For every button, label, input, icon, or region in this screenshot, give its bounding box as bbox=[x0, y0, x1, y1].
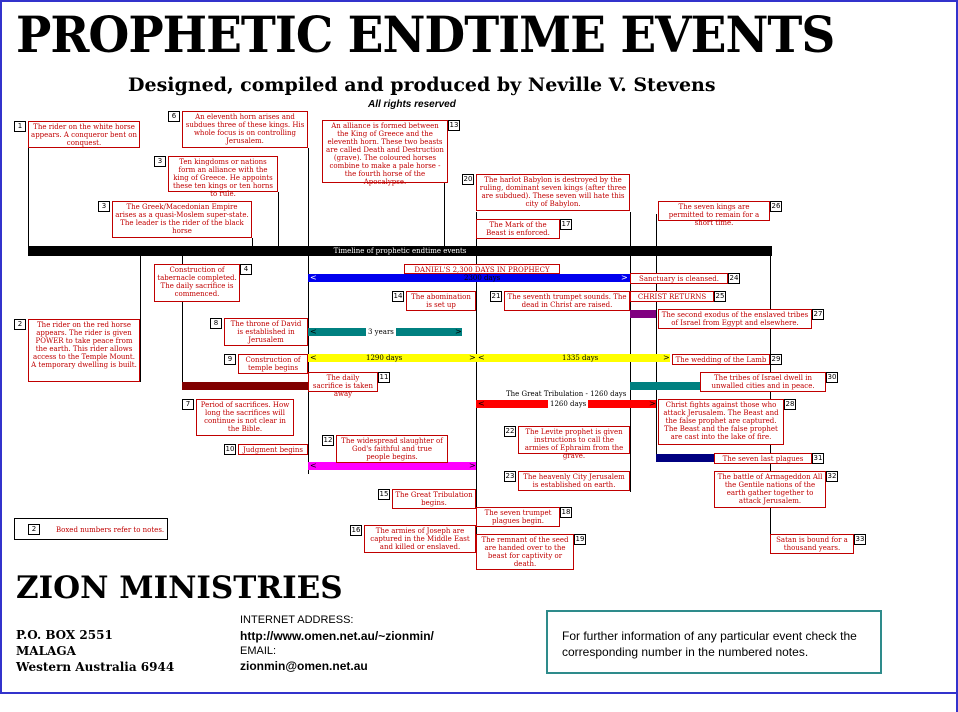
note-18: The seven trumpet plagues begin. bbox=[476, 507, 560, 527]
page-title: PROPHETIC ENDTIME EVENTS bbox=[16, 6, 835, 65]
note-number: 24 bbox=[729, 274, 739, 282]
note-number: 32 bbox=[827, 472, 837, 480]
note-number: 28 bbox=[785, 400, 795, 408]
connector-line bbox=[630, 212, 631, 246]
note-number: 25 bbox=[715, 292, 725, 300]
tribulation-title: The Great Tribulation - 1260 days bbox=[506, 390, 627, 398]
note-22: The Levite prophet is given instructions to call the armies of Ephraim from the grave. bbox=[518, 426, 630, 454]
note-25: CHRIST RETURNS bbox=[630, 291, 714, 302]
arrow-left-icon: < bbox=[310, 327, 317, 336]
note-21: The seventh trumpet sounds. The dead in Christ are raised. bbox=[504, 291, 630, 311]
note-number: 22 bbox=[505, 427, 515, 435]
arrow-right-icon: > bbox=[649, 399, 656, 408]
period-label-1290: 1290 days bbox=[366, 354, 403, 362]
note-12: The widespread slaughter of God's faithful and true people begins. bbox=[336, 435, 448, 463]
note-32: The battle of Armageddon All the Gentile nations of the earth gather together to attack Jerusalem. bbox=[714, 471, 826, 508]
page-border-left bbox=[0, 2, 2, 694]
email-label: EMAIL: bbox=[240, 645, 277, 657]
note-24: Sanctuary is cleansed. bbox=[630, 273, 728, 284]
connector-line bbox=[656, 214, 657, 246]
arrow-left-icon: < bbox=[478, 353, 485, 362]
note-14: The abomination is set up bbox=[406, 291, 476, 311]
arrow-left-icon: < bbox=[310, 353, 317, 362]
internet-label: INTERNET ADDRESS: bbox=[240, 614, 354, 626]
period-bar-exodus bbox=[630, 310, 656, 318]
arrow-right-icon: > bbox=[469, 461, 476, 470]
period-bar-sacrifices bbox=[182, 382, 308, 390]
note-number: 8 bbox=[210, 318, 222, 329]
note-number: 14 bbox=[393, 292, 403, 300]
note-10: Judgment begins bbox=[238, 444, 308, 455]
note-15: The Great Tribulation begins. bbox=[392, 489, 476, 509]
note-number: 30 bbox=[827, 373, 837, 381]
note-number: 7 bbox=[182, 399, 194, 410]
note-30: The tribes of Israel dwell in unwalled cities and in peace. bbox=[700, 372, 826, 392]
note-number: 2 bbox=[14, 319, 26, 330]
page-border-bottom bbox=[0, 692, 956, 694]
note-8: The throne of David is established in Jerusalem bbox=[224, 318, 308, 346]
note-5: Ten kingdoms or nations form an alliance with the king of Greece. He appoints these ten kings or ten horns to rule. bbox=[168, 156, 278, 192]
note-23: The heavenly City Jerusalem is established on earth. bbox=[518, 471, 630, 491]
connector-line bbox=[308, 148, 309, 246]
arrow-right-icon: > bbox=[469, 353, 476, 362]
note-2: The rider on the red horse appears. The rider is given POWER to take peace from the earth. This rider allows access to the Temple Mount. A temporary dwelling is built. bbox=[28, 319, 140, 382]
arrow-left-icon: < bbox=[478, 399, 485, 408]
legend-number: 2 bbox=[28, 524, 40, 535]
address-line-3: Western Australia 6944 bbox=[16, 660, 175, 674]
rights-notice: All rights reserved bbox=[368, 99, 456, 110]
note-number: 3 bbox=[154, 156, 166, 167]
note-number: 1 bbox=[14, 121, 26, 132]
note-number: 13 bbox=[449, 121, 459, 129]
email-address[interactable]: zionmin@omen.net.au bbox=[240, 659, 368, 673]
period-bar-slaughter bbox=[308, 462, 476, 470]
timeline-label: Timeline of prophetic endtime events bbox=[333, 247, 467, 255]
period-label-1260: 1260 days bbox=[550, 400, 587, 408]
info-box: For further information of any particular event check the corresponding number in the numbered notes. bbox=[546, 610, 882, 674]
connector-line bbox=[252, 238, 253, 246]
arrow-left-icon: < bbox=[310, 461, 317, 470]
daniel-period-title: DANIEL'S 2,300 DAYS IN PROPHECY bbox=[404, 264, 560, 274]
note-7: Period of sacrifices. How long the sacrifices will continue is not clear in the Bible. bbox=[196, 399, 294, 436]
note-17: The Mark of the Beast is enforced. bbox=[476, 219, 560, 239]
note-1: The rider on the white horse appears. A conqueror bent on conquest. bbox=[28, 121, 140, 148]
legend-text: Boxed numbers refer to notes. bbox=[56, 526, 165, 534]
note-number: 33 bbox=[855, 535, 865, 543]
note-number: 27 bbox=[813, 310, 823, 318]
connector-line bbox=[28, 148, 29, 246]
note-3: The Greek/Macedonian Empire arises as a quasi-Moslem super-state. The leader is the rider of the black horse bbox=[112, 201, 252, 238]
arrow-right-icon: > bbox=[663, 353, 670, 362]
note-number: 23 bbox=[505, 472, 515, 480]
page-subtitle: Designed, compiled and produced by Neville V. Stevens bbox=[128, 74, 716, 96]
note-number: 15 bbox=[379, 490, 389, 498]
note-19: The remnant of the seed are handed over to the beast for captivity or death. bbox=[476, 534, 574, 570]
note-number: 19 bbox=[575, 535, 585, 543]
address-line-1: P.O. BOX 2551 bbox=[16, 628, 113, 642]
note-26: The seven kings are permitted to remain for a short time. bbox=[658, 201, 770, 221]
note-13: An alliance is formed between the King of Greece and the eleventh horn. These two beasts are called Death and Destruction (grave). The coloured horses combine to make a pale horse - the fourth horse of the Apocalypse. bbox=[322, 120, 448, 183]
note-number: 9 bbox=[224, 354, 236, 365]
note-29: The wedding of the Lamb bbox=[672, 354, 770, 365]
internet-url[interactable]: http://www.omen.net.au/~zionmin/ bbox=[240, 629, 434, 643]
connector-line bbox=[278, 192, 279, 246]
note-number: 17 bbox=[561, 220, 571, 228]
connector-line bbox=[308, 256, 309, 474]
note-11: The daily sacrifice is taken away bbox=[308, 372, 378, 392]
period-label-2300: 2300 days bbox=[464, 274, 501, 282]
period-label-1335: 1335 days bbox=[562, 354, 599, 362]
note-number: 21 bbox=[491, 292, 501, 300]
arrow-left-icon: < bbox=[310, 273, 317, 282]
note-number: 26 bbox=[771, 202, 781, 210]
footer-org-name: ZION MINISTRIES bbox=[16, 570, 343, 606]
note-number: 12 bbox=[323, 436, 333, 444]
note-16: The armies of Joseph are captured in the Middle East and killed or enslaved. bbox=[364, 525, 476, 553]
note-28: Christ fights against those who attack Jerusalem. The Beast and the false prophet are captured. The Beast and the false prophet are cast into the lake of fire. bbox=[658, 399, 784, 445]
note-number: 29 bbox=[771, 355, 781, 363]
note-number: 20 bbox=[463, 175, 473, 183]
note-number: 6 bbox=[168, 111, 180, 122]
arrow-right-icon: > bbox=[621, 273, 628, 282]
address-line-2: MALAGA bbox=[16, 644, 76, 658]
note-33: Satan is bound for a thousand years. bbox=[770, 534, 854, 554]
note-31: The seven last plagues bbox=[714, 453, 812, 464]
note-27: The second exodus of the enslaved tribes of Israel from Egypt and elsewhere. bbox=[658, 309, 812, 329]
note-4: Construction of tabernacle completed. The daily sacrifice is commenced. bbox=[154, 264, 240, 302]
note-number: 31 bbox=[813, 454, 823, 462]
connector-line bbox=[140, 256, 141, 382]
note-9: Construction of temple begins bbox=[238, 354, 308, 374]
note-6: An eleventh horn arises and subdues three of these kings. His whole focus is on controlling Jerusalem. bbox=[182, 111, 308, 148]
note-number: 16 bbox=[351, 526, 361, 534]
note-number: 11 bbox=[379, 373, 389, 381]
arrow-right-icon: > bbox=[455, 327, 462, 336]
period-label-3-years: 3 years bbox=[368, 328, 394, 336]
note-20: The harlot Babylon is destroyed by the ruling, dominant seven kings (after three are subdued). These seven will hate this city of Babylon. bbox=[476, 174, 630, 211]
note-number: 18 bbox=[561, 508, 571, 516]
note-number: 4 bbox=[240, 264, 252, 275]
note-number: 3 bbox=[98, 201, 110, 212]
note-number: 10 bbox=[225, 445, 235, 453]
